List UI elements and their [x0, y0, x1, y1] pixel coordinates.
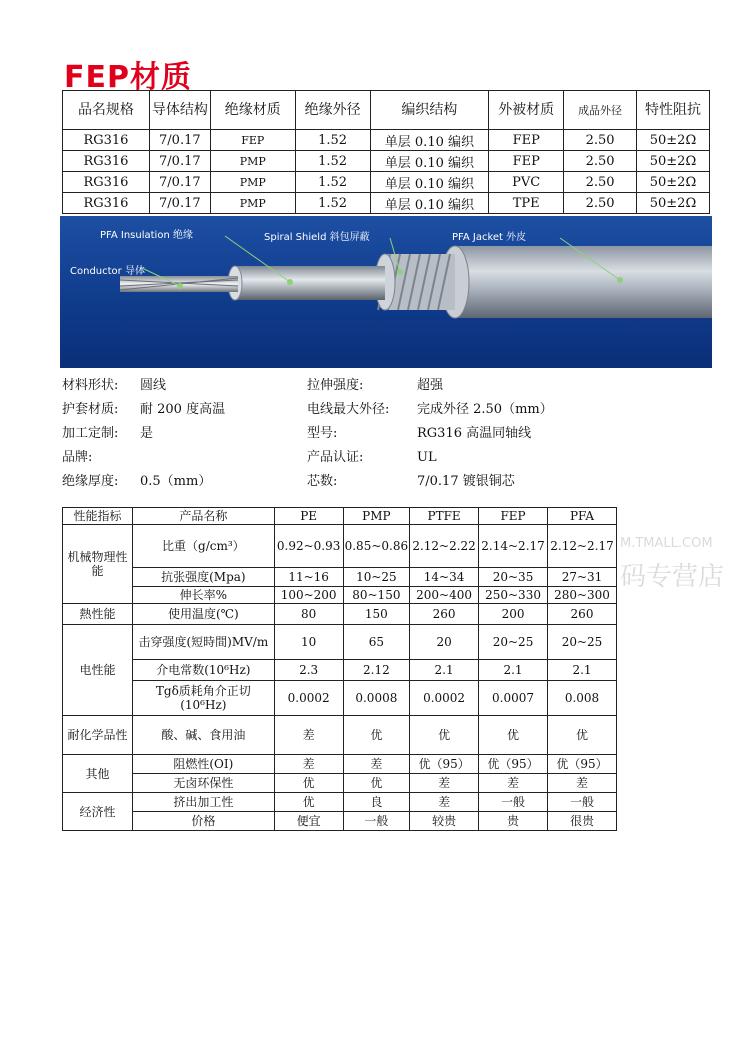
cell: 20~35	[479, 568, 548, 587]
cell: 贵	[479, 812, 548, 831]
cell: 优	[343, 774, 410, 793]
spec-header-row	[63, 91, 710, 130]
cell: 2.14~2.17	[479, 525, 548, 568]
cell: 20	[410, 625, 479, 660]
property-key: 芯数:	[307, 474, 338, 489]
property-value: UL	[417, 450, 437, 465]
perf-header: PMP	[343, 508, 410, 525]
table-row	[63, 793, 617, 812]
perf-header-row	[63, 508, 617, 525]
cell: 1.52	[295, 172, 370, 193]
cell: 7/0.17	[149, 172, 210, 193]
property-key: 型号:	[307, 426, 338, 441]
cell: 260	[410, 604, 479, 625]
row-name: 击穿强度(短時間)MV/m	[133, 625, 275, 660]
table-row	[63, 681, 617, 716]
group-label: 经济性	[63, 793, 133, 831]
cell: 50±2Ω	[637, 193, 710, 214]
row-name: 价格	[133, 812, 275, 831]
cell: 27~31	[548, 568, 617, 587]
row-name: 无卤环保性	[133, 774, 275, 793]
cell: 良	[343, 793, 410, 812]
cell: 260	[548, 604, 617, 625]
label-insulation: PFA Insulation 绝缘	[100, 230, 193, 241]
cell: 2.50	[564, 193, 637, 214]
cell: 20~25	[548, 625, 617, 660]
table-row	[63, 774, 617, 793]
table-row	[63, 568, 617, 587]
property-value: 超强	[417, 378, 444, 393]
spec-header: 绝缘材质	[210, 91, 295, 130]
cell: 差	[343, 755, 410, 774]
property-key: 产品认证:	[307, 450, 364, 465]
spec-header: 编织结构	[370, 91, 489, 130]
cell: 7/0.17	[149, 130, 210, 151]
cell: 2.12~2.22	[410, 525, 479, 568]
cell: RG316	[63, 130, 150, 151]
cell: 50±2Ω	[637, 172, 710, 193]
property-value: 圆线	[140, 378, 167, 393]
cable-diagram	[60, 216, 712, 368]
cell: 单层 0.10 编织	[370, 172, 489, 193]
perf-header: PE	[274, 508, 343, 525]
row-name: Tgδ质耗角介正切(10⁶Hz)	[133, 681, 275, 716]
cell: 80~150	[343, 587, 410, 604]
cell: 20~25	[479, 625, 548, 660]
cell: 差	[548, 774, 617, 793]
row-name: 介电常数(10⁶Hz)	[133, 660, 275, 681]
cell: 14~34	[410, 568, 479, 587]
cell: 0.008	[548, 681, 617, 716]
cell: 50±2Ω	[637, 130, 710, 151]
cell: 0.0007	[479, 681, 548, 716]
cell: 差	[274, 716, 343, 755]
cell: 2.3	[274, 660, 343, 681]
cell: 优	[410, 716, 479, 755]
property-value: RG316 高温同轴线	[417, 426, 532, 441]
cell: 2.50	[564, 151, 637, 172]
cell: 0.0008	[343, 681, 410, 716]
group-label: 耐化学品性	[63, 716, 133, 755]
spec-header: 绝缘外径	[295, 91, 370, 130]
cell: PMP	[210, 151, 295, 172]
jacket-shape	[455, 246, 712, 318]
property-value: 7/0.17 镀银铜芯	[417, 474, 515, 489]
cell: 65	[343, 625, 410, 660]
perf-header: 性能指标	[63, 508, 133, 525]
label-shield: Spiral Shield 斜包屏蔽	[264, 232, 370, 243]
cell: 11~16	[274, 568, 343, 587]
property-value: 是	[140, 426, 154, 441]
row-name: 比重（g/cm³）	[133, 525, 275, 568]
cell: RG316	[63, 172, 150, 193]
cell: 0.0002	[410, 681, 479, 716]
property-value: 完成外径 2.50（mm）	[417, 402, 553, 417]
cell: 差	[479, 774, 548, 793]
property-row	[62, 398, 702, 422]
row-name: 阻燃性(OI)	[133, 755, 275, 774]
cell: 0.92~0.93	[274, 525, 343, 568]
cell: RG316	[63, 193, 150, 214]
perf-header: FEP	[479, 508, 548, 525]
cell: FEP	[489, 130, 564, 151]
cell: 优	[548, 716, 617, 755]
property-row	[62, 470, 702, 494]
page-title: FEP材质	[64, 60, 192, 95]
property-value: 0.5（mm）	[140, 474, 212, 489]
spec-header: 成品外径	[564, 91, 637, 130]
table-row	[63, 525, 617, 568]
properties-list	[62, 374, 702, 494]
cell: 2.50	[564, 130, 637, 151]
cell: 优（95）	[410, 755, 479, 774]
table-row	[63, 193, 710, 214]
property-key: 拉伸强度:	[307, 378, 364, 393]
cell: 单层 0.10 编织	[370, 193, 489, 214]
spec-table	[62, 90, 710, 214]
cell: 2.1	[410, 660, 479, 681]
cell: 较贵	[410, 812, 479, 831]
cell: 优	[343, 716, 410, 755]
spec-header: 外被材质	[489, 91, 564, 130]
label-jacket: PFA Jacket 外皮	[452, 232, 527, 243]
property-key: 加工定制:	[62, 426, 119, 441]
performance-table	[62, 507, 617, 831]
row-name: 挤出加工性	[133, 793, 275, 812]
cell: 优	[274, 774, 343, 793]
cell: 250~330	[479, 587, 548, 604]
table-row	[63, 587, 617, 604]
cell: 一般	[548, 793, 617, 812]
property-key: 品牌:	[62, 450, 93, 465]
cell: 2.1	[479, 660, 548, 681]
cell: 1.52	[295, 130, 370, 151]
row-name: 酸、碱、食用油	[133, 716, 275, 755]
cell: 7/0.17	[149, 151, 210, 172]
property-key: 电线最大外径:	[307, 402, 390, 417]
table-row	[63, 604, 617, 625]
cell: RG316	[63, 151, 150, 172]
spec-header: 品名规格	[63, 91, 150, 130]
cell: FEP	[489, 151, 564, 172]
row-name: 抗张强度(Mpa)	[133, 568, 275, 587]
property-key: 绝缘厚度:	[62, 474, 119, 489]
cell: 优	[274, 793, 343, 812]
cell: 1.52	[295, 193, 370, 214]
table-row	[63, 755, 617, 774]
cell: 一般	[479, 793, 548, 812]
cell: 2.12~2.17	[548, 525, 617, 568]
cell: 200~400	[410, 587, 479, 604]
cell: 10~25	[343, 568, 410, 587]
spec-header: 导体结构	[149, 91, 210, 130]
table-row	[63, 172, 710, 193]
cell: 2.12	[343, 660, 410, 681]
property-key: 材料形状:	[62, 378, 119, 393]
cell: FEP	[210, 130, 295, 151]
property-row	[62, 446, 702, 470]
cell: 7/0.17	[149, 193, 210, 214]
cell: 0.0002	[274, 681, 343, 716]
table-row	[63, 151, 710, 172]
table-row	[63, 716, 617, 755]
table-row	[63, 660, 617, 681]
cell: PVC	[489, 172, 564, 193]
table-row	[63, 812, 617, 831]
perf-header: PFA	[548, 508, 617, 525]
cell: 差	[410, 793, 479, 812]
cell: 1.52	[295, 151, 370, 172]
insulation-shape	[235, 266, 385, 300]
cell: 优（95）	[548, 755, 617, 774]
property-row	[62, 422, 702, 446]
group-label: 其他	[63, 755, 133, 793]
table-row	[63, 625, 617, 660]
cell: 差	[410, 774, 479, 793]
property-value: 耐 200 度高温	[140, 402, 226, 417]
perf-header: 产品名称	[133, 508, 275, 525]
perf-header: PTFE	[410, 508, 479, 525]
cell: TPE	[489, 193, 564, 214]
row-name: 伸长率%	[133, 587, 275, 604]
cell: 单层 0.10 编织	[370, 151, 489, 172]
cell: 280~300	[548, 587, 617, 604]
cell: 150	[343, 604, 410, 625]
table-row	[63, 130, 710, 151]
group-label: 机械物理性能	[63, 525, 133, 604]
cell: 10	[274, 625, 343, 660]
cell: PMP	[210, 193, 295, 214]
watermark-url: M.TMALL.COM	[620, 536, 713, 551]
group-label: 电性能	[63, 625, 133, 716]
row-name: 使用温度(℃)	[133, 604, 275, 625]
cell: 差	[274, 755, 343, 774]
watermark-shop: 码专营店	[620, 562, 725, 592]
cell: 一般	[343, 812, 410, 831]
cell: 很贵	[548, 812, 617, 831]
cell: 2.50	[564, 172, 637, 193]
cell: 80	[274, 604, 343, 625]
cell: 50±2Ω	[637, 151, 710, 172]
group-label: 熱性能	[63, 604, 133, 625]
cell: 便宜	[274, 812, 343, 831]
property-row	[62, 374, 702, 398]
cell: 200	[479, 604, 548, 625]
label-conductor: Conductor 导体	[70, 266, 145, 277]
cell: 100~200	[274, 587, 343, 604]
cell: 优（95）	[479, 755, 548, 774]
spec-header: 特性阻抗	[637, 91, 710, 130]
cell: 单层 0.10 编织	[370, 130, 489, 151]
cell: 2.1	[548, 660, 617, 681]
cell: 0.85~0.86	[343, 525, 410, 568]
cell: PMP	[210, 172, 295, 193]
cell: 优	[479, 716, 548, 755]
property-key: 护套材质:	[62, 402, 119, 417]
